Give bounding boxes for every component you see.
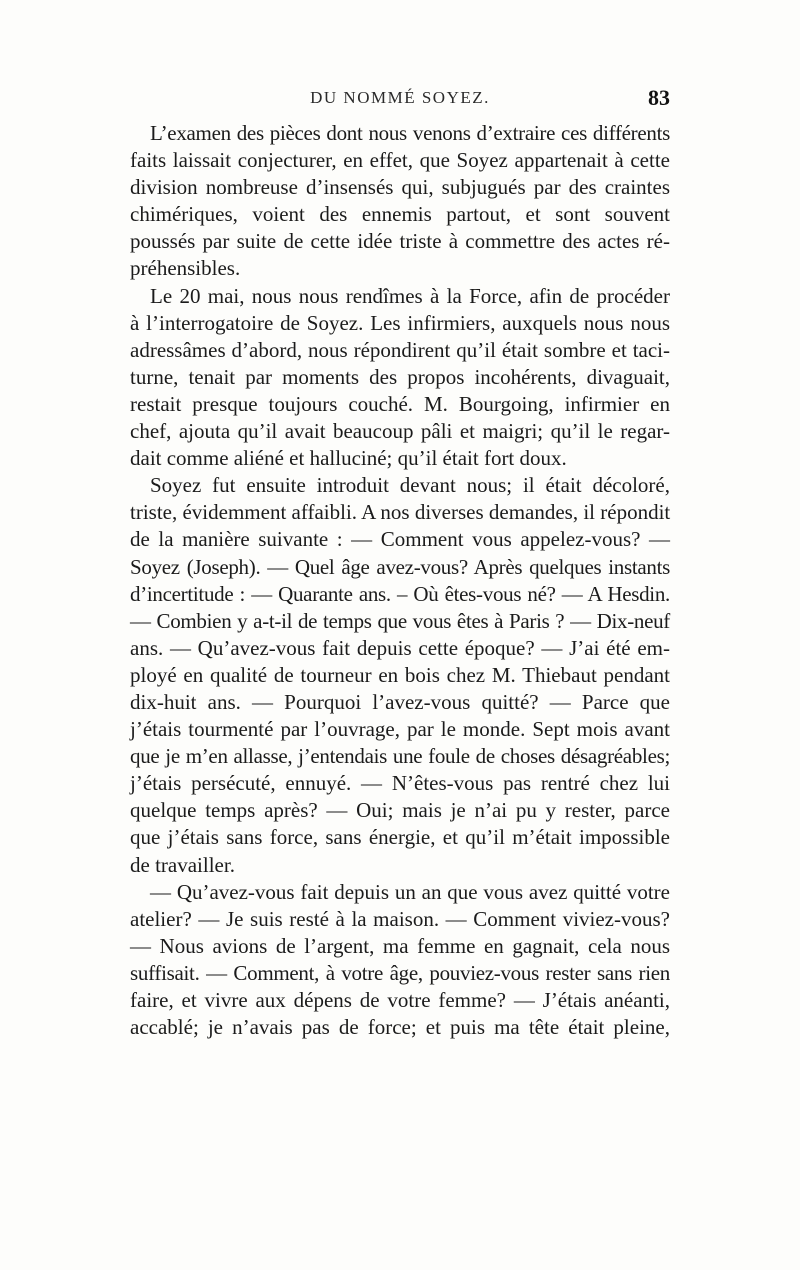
text-line: accablé; je n’avais pas de force; et puis ma tête était pleine,: [130, 1015, 670, 1040]
text-line: atelier? — Je suis resté à la maison. — Comment viviez-vous?: [130, 906, 670, 931]
text-line: division nombreuse d’insensés qui, subjugués par des craintes: [130, 175, 670, 200]
text-line: — Combien y a-t-il de temps que vous êtes à Paris ? — Dix-neuf: [130, 608, 670, 633]
text-line: quelque temps après? — Oui; mais je n’ai pu y rester, parce: [130, 798, 670, 823]
text-line: ployé en qualité de tourneur en bois chez M. Thiebaut pendant: [130, 662, 670, 687]
running-head: [130, 85, 670, 118]
text-line: — Nous avions de l’argent, ma femme en gagnait, cela nous: [130, 933, 670, 958]
text-line: chef, ajouta qu’il avait beaucoup pâli et maigri; qu’il le regar-: [130, 419, 670, 444]
text-line: chimériques, voient des ennemis partout, et sont souvent: [130, 202, 670, 227]
text-line: Le 20 mai, nous nous rendîmes à la Force, afin de procéder: [150, 283, 670, 308]
page-number: 83: [648, 85, 670, 110]
running-title: DU NOMMÉ SOYEZ.: [310, 88, 490, 107]
text-line: j’étais persécuté, ennuyé. — N’êtes-vous pas rentré chez lui: [130, 771, 670, 796]
text-line: L’examen des pièces dont nous venons d’extraire ces différents: [150, 121, 670, 145]
text-line: triste, évidemment affaibli. A nos diverses demandes, il répondit: [130, 500, 671, 525]
text-line: j’étais tourmenté par l’ouvrage, par le monde. Sept mois avant: [130, 717, 670, 742]
text-line: dait comme aliéné et halluciné; qu’il était fort doux.: [130, 446, 567, 471]
text-line: poussés par suite de cette idée triste à commettre des actes ré-: [130, 229, 670, 254]
text-line: que je m’en allasse, j’entendais une foule de choses désagréables;: [130, 744, 670, 769]
text-line: que j’étais sans force, sans énergie, et qu’il m’était impossible: [130, 825, 670, 850]
text-line: à l’interrogatoire de Soyez. Les infirmiers, auxquels nous nous: [130, 310, 670, 335]
text-line: préhensibles.: [130, 256, 241, 281]
text-line: — Qu’avez-vous fait depuis un an que vous avez quitté votre: [150, 879, 670, 904]
text-line: de travailler.: [130, 852, 235, 877]
text-line: turne, tenait par moments des propos incohérents, divaguait,: [130, 364, 670, 389]
text-line: de la manière suivante : — Comment vous appelez-vous? —: [130, 527, 670, 552]
text-line: faits laissait conjecturer, en effet, que Soyez appartenait à cette: [130, 148, 670, 173]
text-line: Soyez fut ensuite introduit devant nous; il était décoloré,: [150, 473, 670, 498]
text-line: dix-huit ans. — Pourquoi l’avez-vous quitté? — Parce que: [130, 689, 670, 714]
text-line: restait presque toujours couché. M. Bourgoing, infirmier en: [130, 391, 670, 416]
body-text: [130, 120, 670, 1041]
text-line: Soyez (Joseph). — Quel âge avez-vous? Après quelques instants: [130, 554, 670, 579]
text-line: faire, et vivre aux dépens de votre femme? — J’étais anéanti,: [130, 988, 670, 1012]
text-line: suffisait. — Comment, à votre âge, pouviez-vous rester sans rien: [130, 960, 670, 985]
text-line: d’incertitude : — Quarante ans. – Où êtes-vous né? — A Hesdin.: [130, 581, 670, 606]
text-line: ans. — Qu’avez-vous fait depuis cette époque? — J’ai été em-: [130, 635, 670, 660]
text-line: adressâmes d’abord, nous répondirent qu’il était sombre et taci-: [130, 337, 670, 362]
